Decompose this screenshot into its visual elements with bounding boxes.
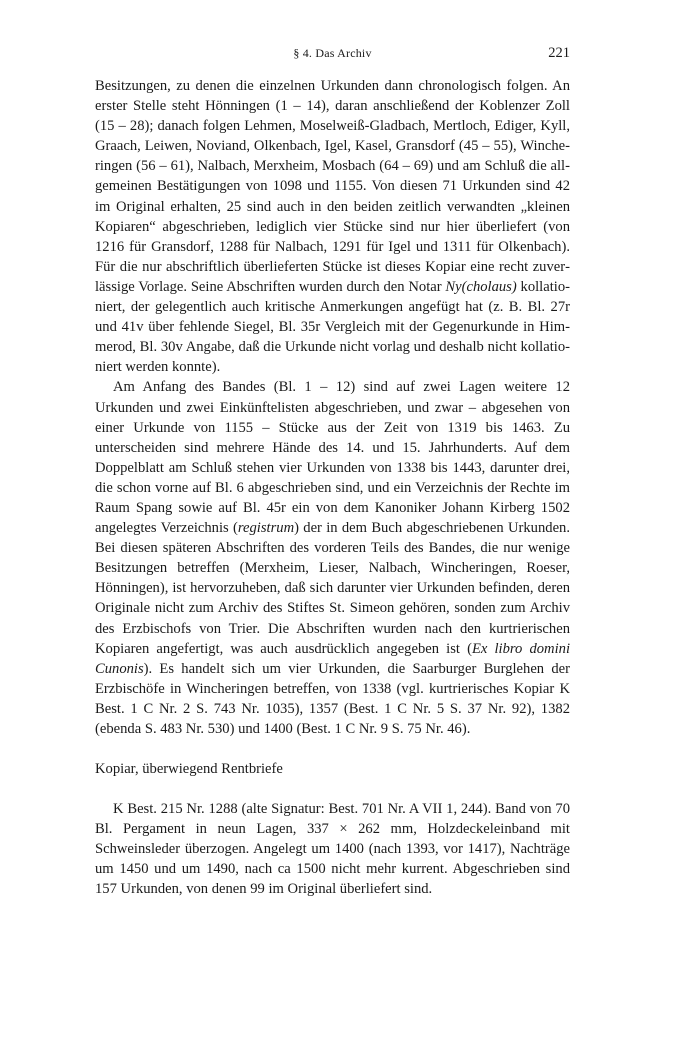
text-run: Am Anfang des Bandes (Bl. 1 – 12) sind auf zwei Lagen weitere 12 Urkunden und zwei Einkünftelisten abgeschrieben, und zwar – abgesehen von einer Urkunde von 1155 – Stücke aus der Zeit von 1319 bis 1463. Zu unterscheiden sind mehrere Hände des 14. und 15. Jahrhunderts. Auf dem Doppelblatt am Schluß stehen vier Urkunden von 1338 bis 1443, darunter drei, die schon vorne auf Bl. 6 abgeschrieben sind, und ein Verzeichnis der Rechte im Raum Spang sowie auf Bl. 45r ein von dem Kanoniker Johann Kirberg 1502 angelegtes Verzeichnis (: [95, 379, 570, 537]
italic-run: Ny(cholaus): [445, 278, 517, 295]
section-heading: Kopiar, überwiegend Rentbriefe: [95, 761, 283, 778]
italic-run: registrum: [237, 520, 295, 537]
text-run: Besitzungen, zu denen die einzelnen Urkunden dann chronologisch folgen. An erster Stelle steht Hönningen (1 – 14), daran anschließend der Koblenzer Zoll (15 – 28); danach folgen Lehmen, Moselweiß-Gladbach, Mertloch, Ediger, Kyll, Graach, Leiwen, Noviand, Olkenbach, Igel, Kasel, Gransdorf (45 – 55), Wincheringen (56 – 61), Nalbach, Merxheim, Mosbach (64 – 69) und am Schluß die allgemeinen Bestätigungen von 1098 und 1155. Von diesen 71 Urkunden sind 42 im Original erhalten, 25 sind auch in den beiden zeitlich verwandten „kleinen Kopiaren“ abgeschrieben, lediglich vier Stücke sind nur hier überliefert (von 1216 für Gransdorf, 1288 für Nalbach, 1291 für Igel und 1311 für Olkenbach). Für die nur abschriftlich überlieferten Stücke ist dieses Kopiar eine recht zuverlässige Vorlage. Seine Abschriften wurden durch den Notar: [95, 78, 570, 295]
text-run: ). Es handelt sich um vier Urkunden, die Saarburger Burglehen der Erzbischöfe in Wincheringen betreffen, von 1338 (vgl. kurtrierisches Kopiar K Best. 1 C Nr. 2 S. 743 Nr. 1035), 1357 (Best. 1 C Nr. 5 S. 37 Nr. 92), 1382 (ebenda S. 483 Nr. 530) und 1400 (Best. 1 C Nr. 9 S. 75 Nr. 46).: [95, 660, 570, 737]
paragraph-2: [95, 377, 570, 739]
running-title: § 4. Das Archiv: [293, 46, 372, 60]
page-header: [95, 46, 570, 66]
book-page: [95, 0, 570, 900]
text-run: ) der in dem Buch abgeschriebenen Urkunden. Bei diesen späteren Abschriften des vorderen Teils des Bandes, die nur wenige Besitzungen betreffen (Merxheim, Lieser, Nalbach, Wincheringen, Roeser, Hönningen), ist hervorzuheben, daß sich darunter vier Urkunden befinden, deren Originale nicht zum Archiv des Stiftes St. Simeon gehören, sonden zum Archiv des Erzbischofs von Trier. Die Abschriften wurden nach den kurtrierischen Kopiaren angefertigt, was auch ausdrücklich angegeben ist (: [95, 520, 570, 657]
italic-run: Ex libro domini Cunonis: [95, 640, 570, 677]
page-number: 221: [548, 45, 570, 61]
catalog-entry: K Best. 215 Nr. 1288 (alte Signatur: Best. 701 Nr. A VII 1, 244). Band von 70 Bl. Pergament in neun Lagen, 337 × 262 mm, Holzdeckeleinband mit Schweinsleder überzogen. Angelegt um 1400 (nach 1393, vor 1417), Nachträge um 1450 und um 1490, nach ca 1500 nicht mehr kurrent. Abgeschrieben sind 157 Urkunden, von denen 99 im Original überliefert sind.: [95, 801, 570, 898]
paragraph-1: [95, 76, 570, 377]
text-run: kollationiert, der gelegentlich auch kritische Anmerkungen angefügt hat (z. B. Bl. 27r und 41v über fehlende Siegel, Bl. 35r Vergleich mit der Gegenurkunde in Himmerod, Bl. 30v Angabe, daß die Urkunde nicht vorlag und deshalb nicht kollationiert werden konnte).: [95, 278, 570, 376]
body-text: [95, 76, 570, 739]
